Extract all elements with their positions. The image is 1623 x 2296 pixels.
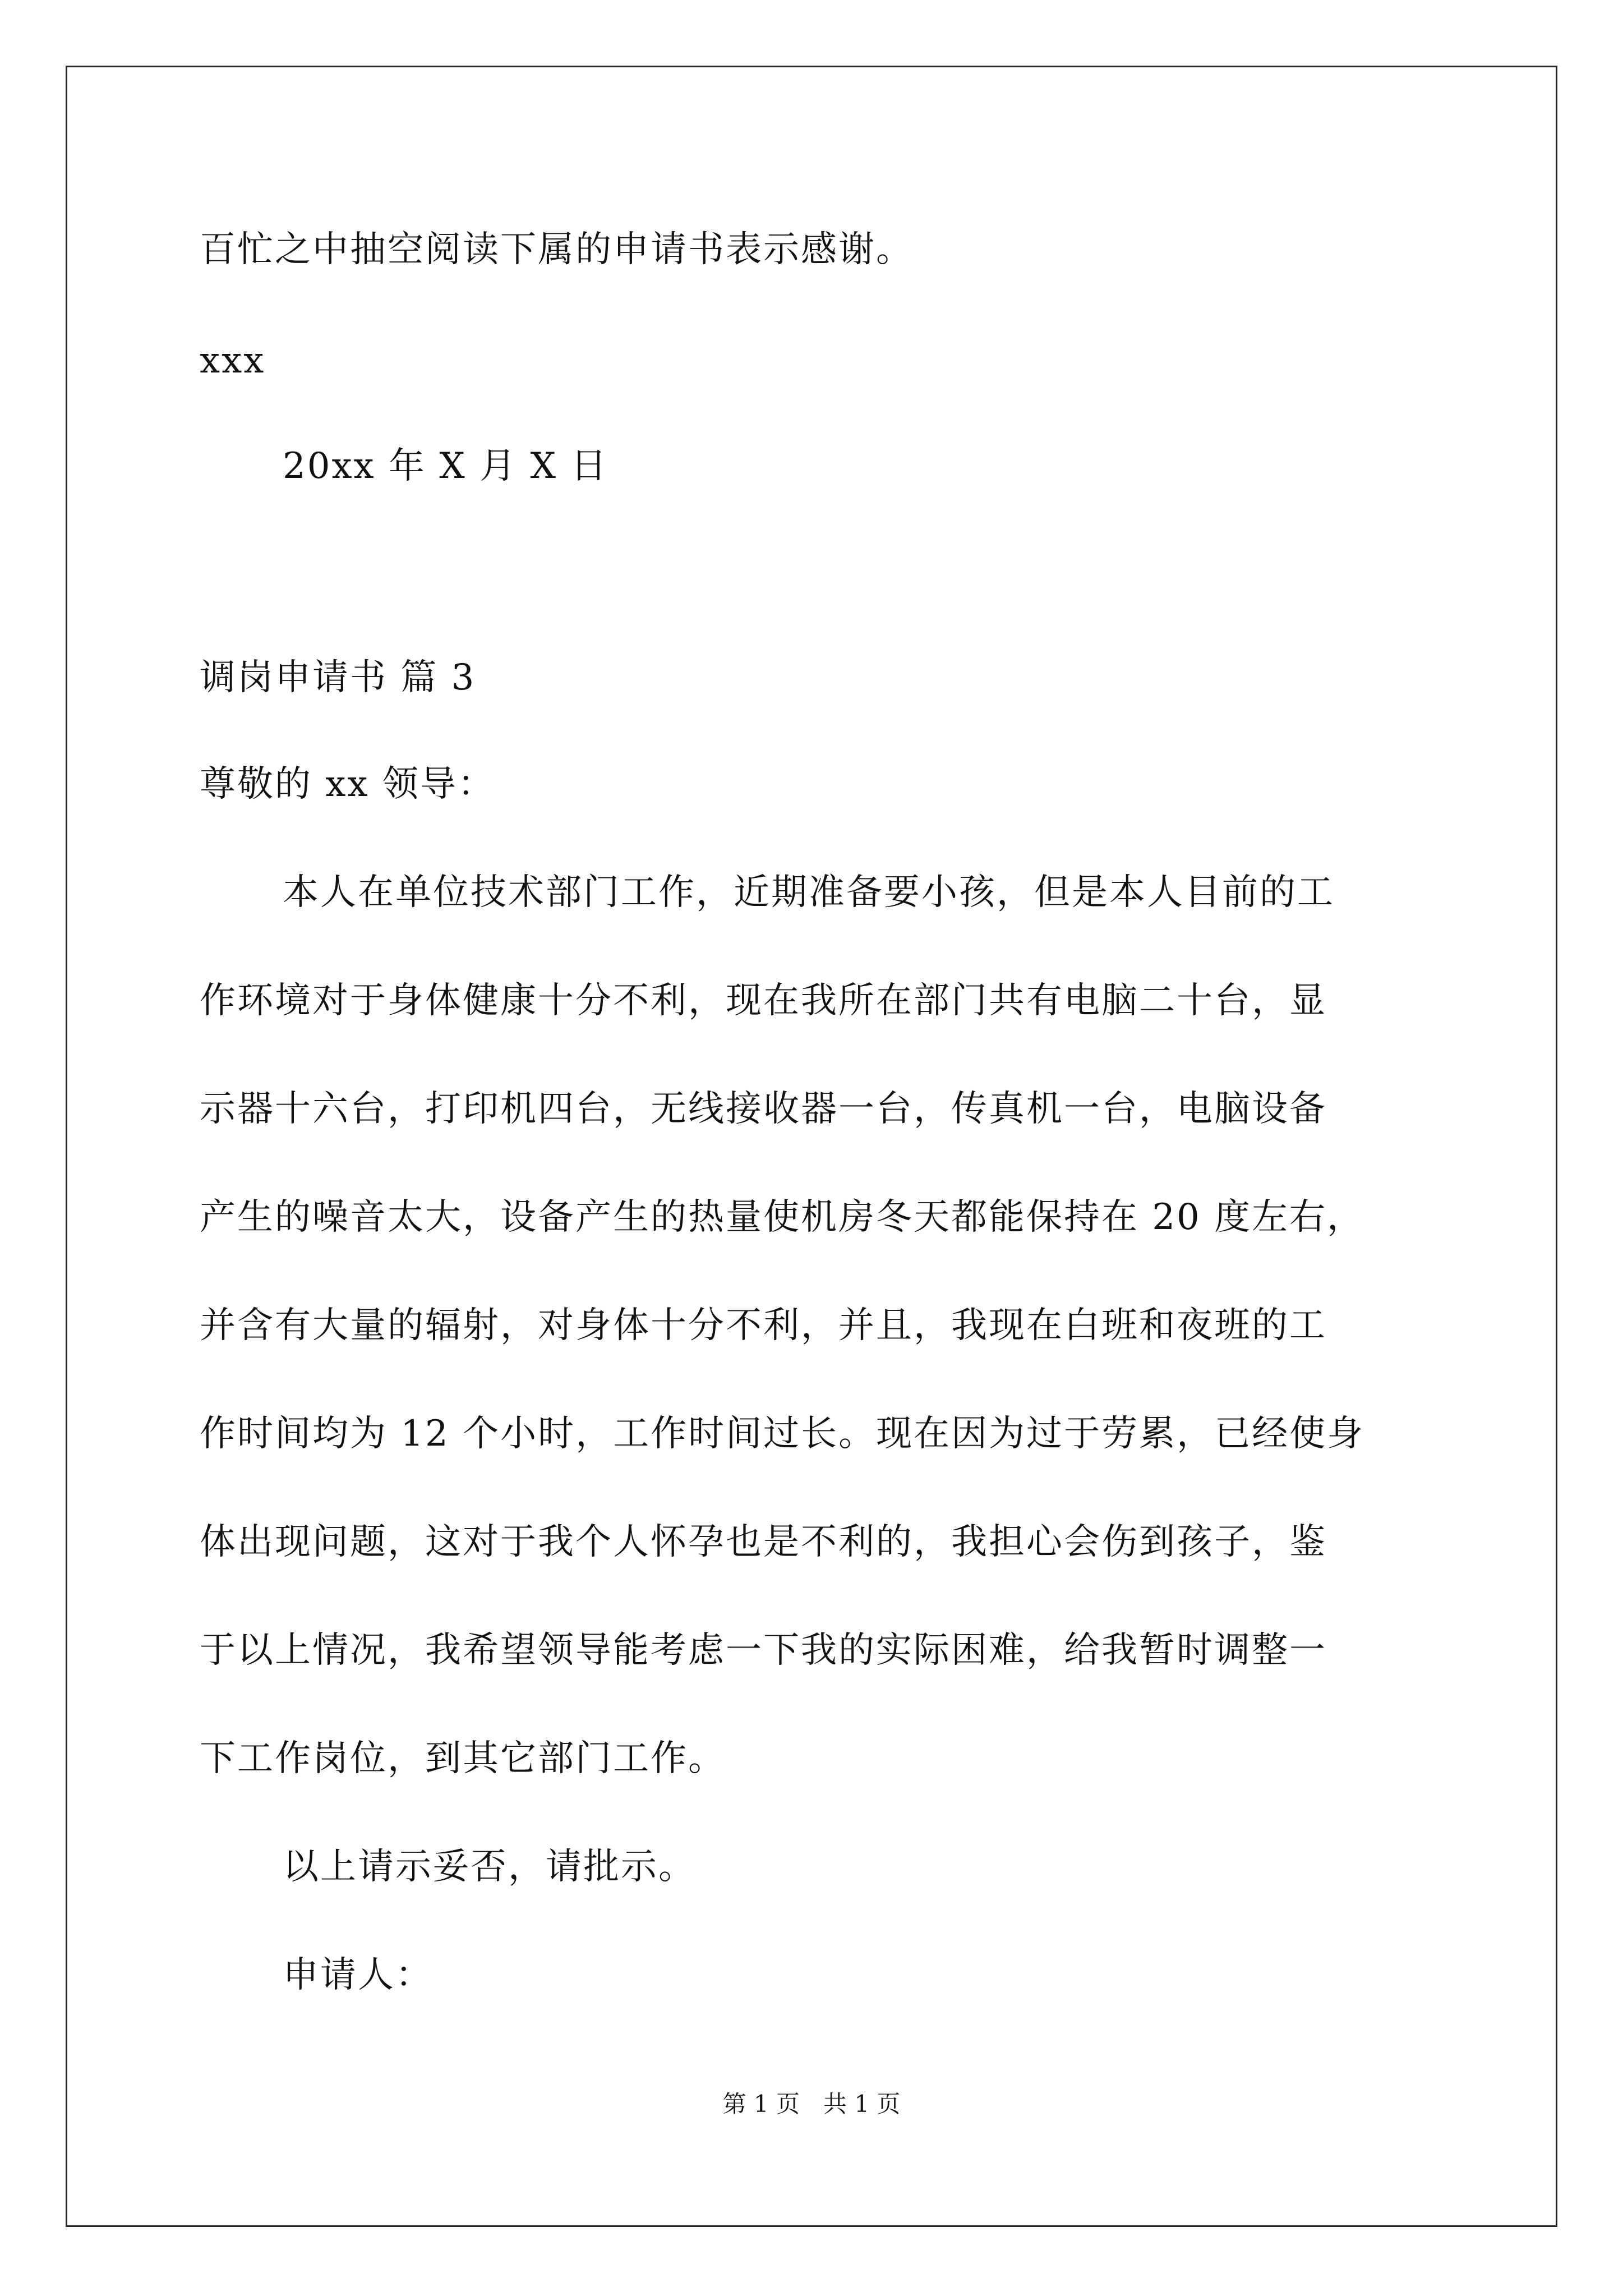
signature: xxx [200,340,266,381]
body-line: 下工作岗位，到其它部门工作。 [200,1738,726,1779]
request-line: 以上请示妥否，请批示。 [283,1846,696,1888]
salutation: 尊敬的 xx 领导： [200,763,495,805]
body-line: 作环境对于身体健康十分不利，现在我所在部门共有电脑二十台，显 [200,980,1327,1022]
body-line: 示器十六台，打印机四台，无线接收器一台，传真机一台，电脑设备 [200,1088,1327,1130]
page-border [66,66,1557,2227]
body-line: 产生的噪音太大，设备产生的热量使机房冬天都能保持在 20 度左右， [200,1197,1365,1238]
closing-line: 百忙之中抽空阅读下属的申请书表示感谢。 [200,229,914,270]
body-line: 于以上情况，我希望领导能考虑一下我的实际困难，给我暂时调整一 [200,1630,1327,1671]
body-line: 本人在单位技术部门工作，近期准备要小孩，但是本人目前的工 [283,872,1335,913]
section-title: 调岗申请书 篇 3 [200,657,476,698]
applicant-label: 申请人： [283,1954,433,1996]
date-line: 20xx 年 X 月 X 日 [283,445,608,487]
body-line: 并含有大量的辐射，对身体十分不利，并且，我现在白班和夜班的工 [200,1305,1327,1346]
body-line: 作时间均为 12 个小时，工作时间过长。现在因为过于劳累，已经使身 [200,1413,1365,1455]
page-number-footer: 第 1 页 共 1 页 [722,2090,901,2118]
body-line: 体出现问题，这对于我个人怀孕也是不利的，我担心会伤到孩子，鉴 [200,1521,1327,1563]
